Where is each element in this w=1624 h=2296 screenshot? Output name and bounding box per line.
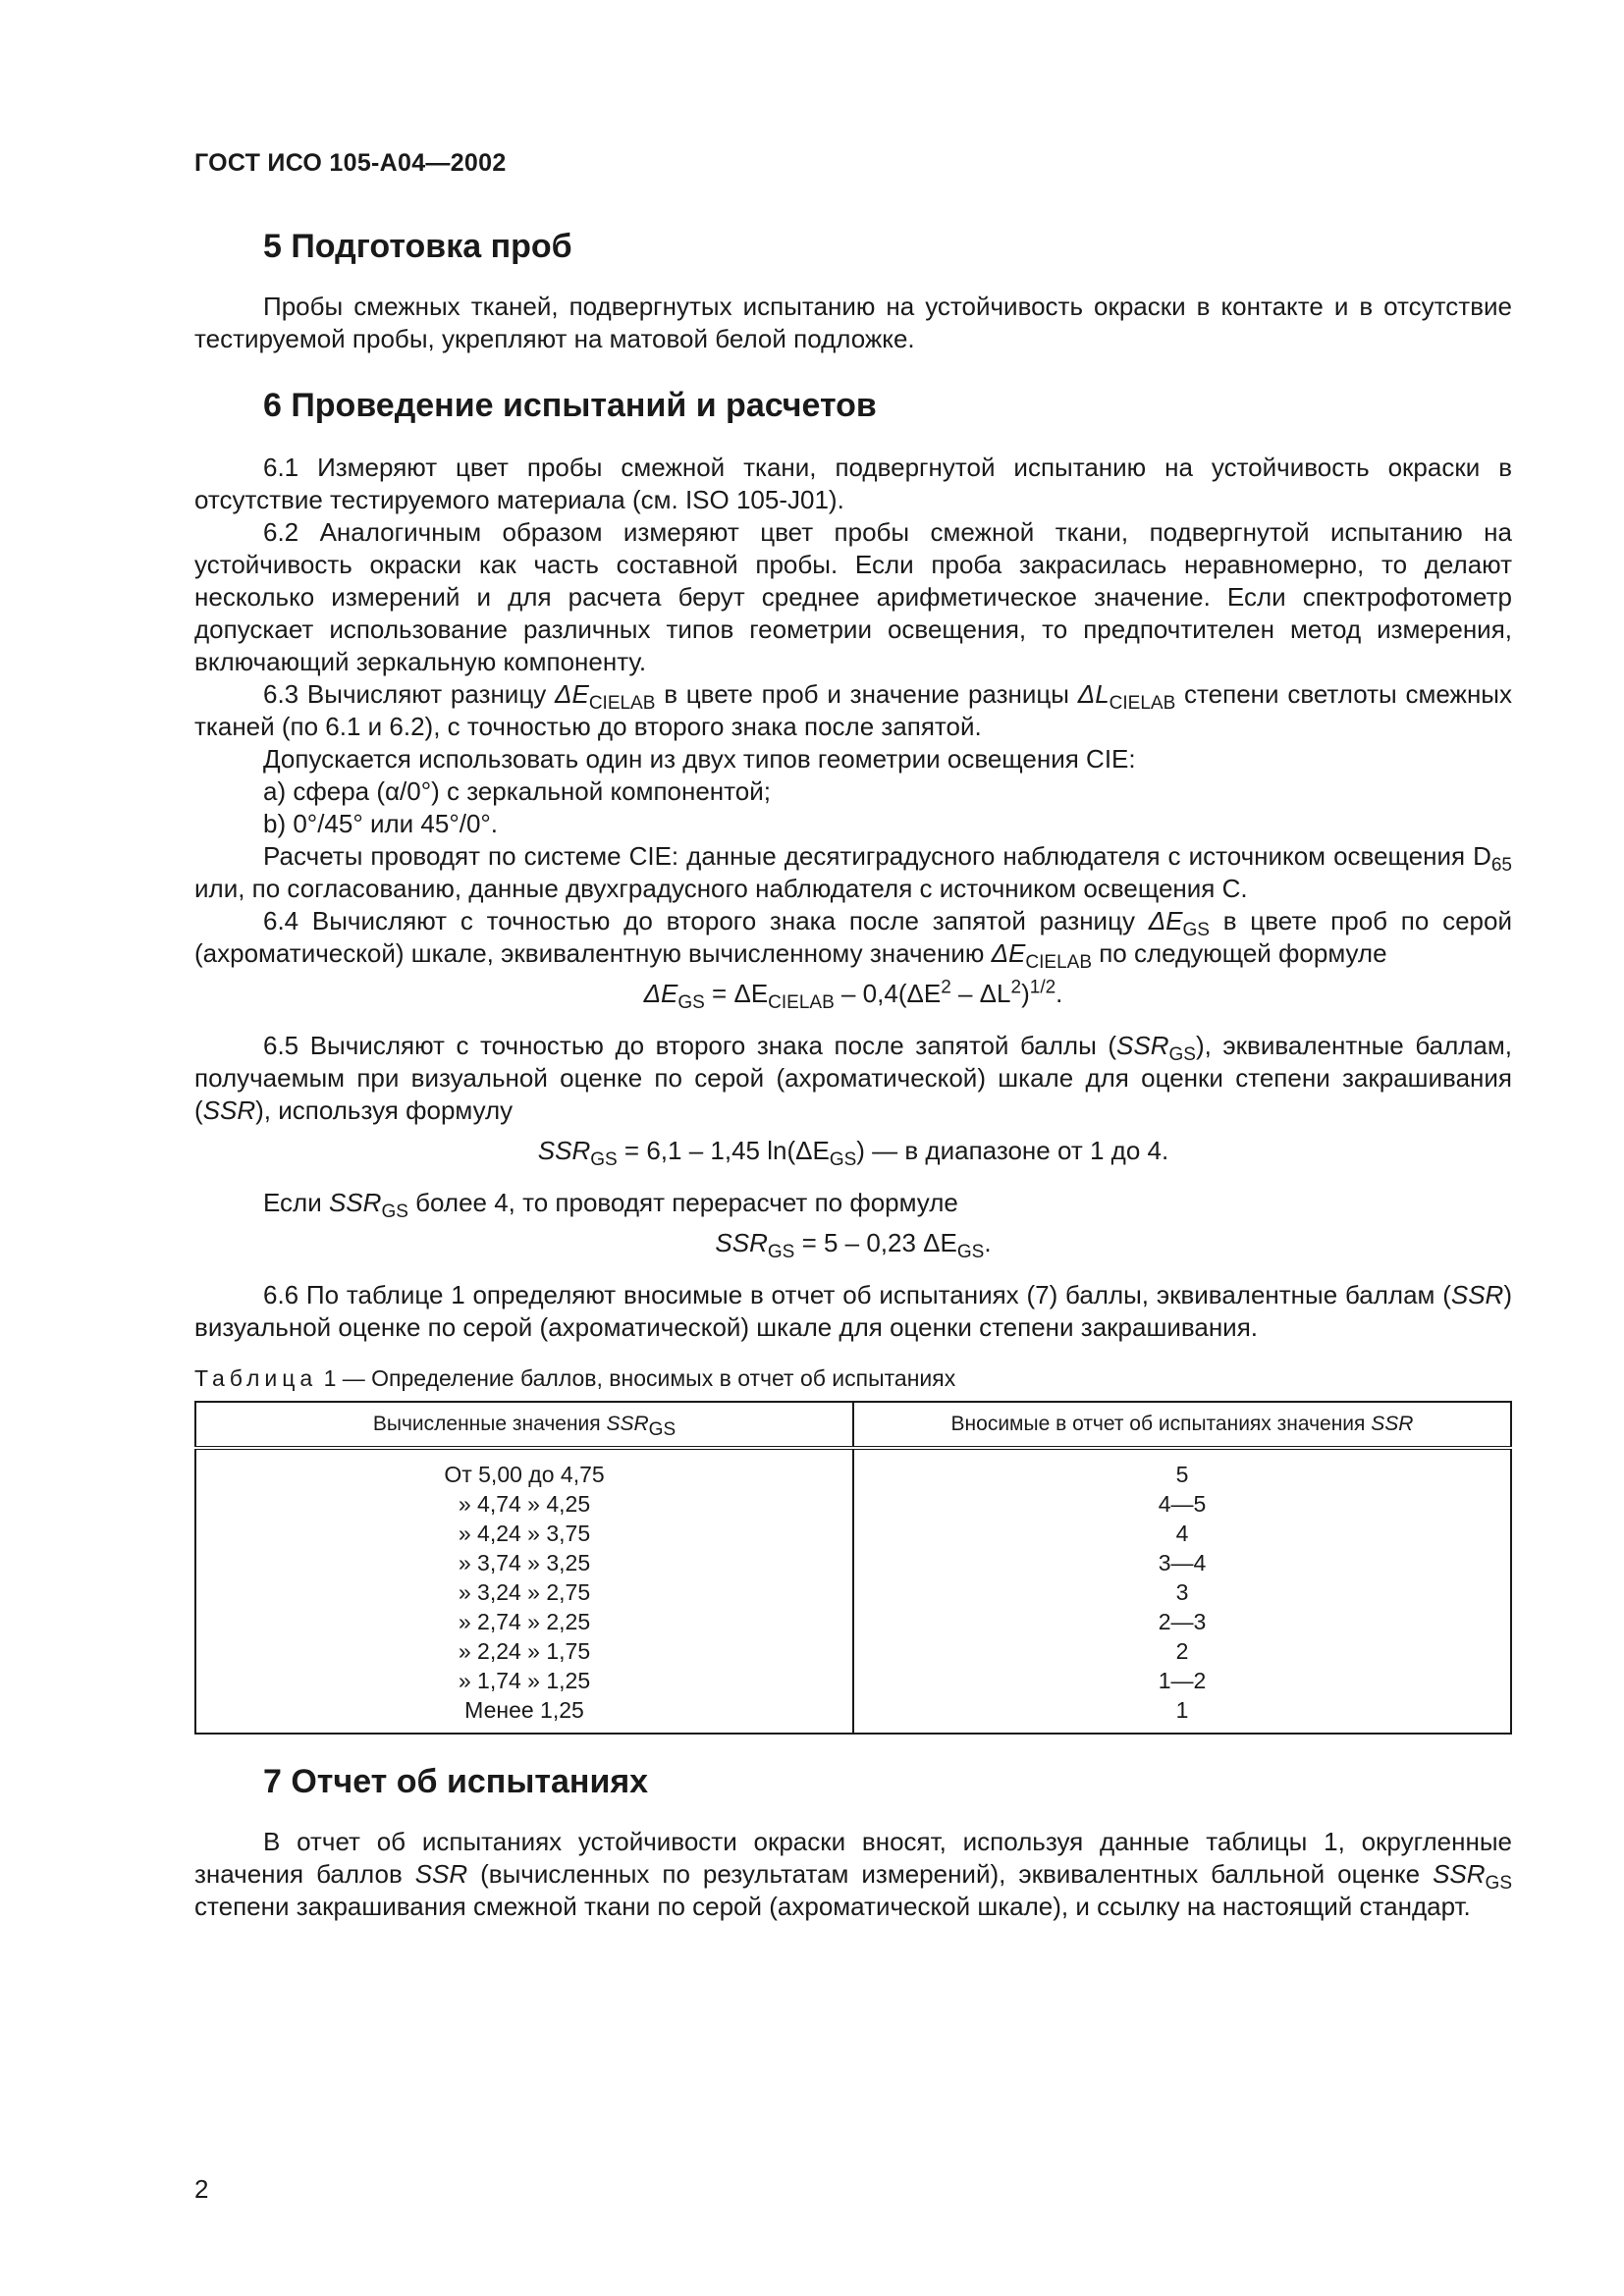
subscript: GS	[956, 1242, 985, 1263]
formula-fragment: .	[984, 1228, 992, 1257]
subscript: CIELAB	[768, 992, 835, 1014]
column-header-reported	[853, 1402, 1511, 1448]
calculated-values-cell	[195, 1448, 853, 1734]
allowed-geometry-text: Допускается использовать один из двух типов геометрии освещения CIE:	[263, 744, 1136, 774]
header-text: Вносимые в отчет об испытаниях значения	[950, 1413, 1372, 1435]
header-text: Вычисленные значения	[372, 1413, 607, 1435]
formula-fragment: – 0,4(ΔE	[834, 979, 942, 1008]
formula-symbol: SSR	[715, 1228, 768, 1257]
superscript: 1/2	[1029, 977, 1056, 998]
formula-ssr-gs	[194, 1135, 1512, 1171]
section-5-title: 5 Подготовка проб	[263, 228, 572, 265]
subscript: GS	[1485, 1873, 1512, 1895]
text-fragment: Расчеты проводят по системе CIE: данные десятиградусного наблюдателя с источником освещения D	[263, 841, 1491, 871]
formula-fragment: – ΔL	[950, 979, 1011, 1008]
caption-label: Таблица	[194, 1365, 318, 1391]
table-header-row	[195, 1402, 1511, 1448]
value-cell: 2—3	[1158, 1609, 1207, 1634]
page-content	[194, 224, 1512, 1923]
table-caption	[194, 1363, 1512, 1393]
value-cell: 3	[1175, 1579, 1189, 1605]
text-fragment: ) визуальной оценке по серой (ахроматической) шкале для оценки степени закрашивания.	[194, 1280, 1512, 1342]
paragraph-6-4	[194, 905, 1512, 974]
symbol-ssr: SSR	[606, 1413, 649, 1435]
symbol-ssr: SSR	[1371, 1413, 1414, 1435]
text-fragment: ), эквивалентные баллам, получаемым при визуальной оценке по серой (ахроматической) шкале для оценки степени закрашивания (	[194, 1031, 1512, 1125]
text-fragment: степени закрашивания смежной ткани по серой (ахроматической шкале), и ссылку на настоящий стандарт.	[194, 1892, 1471, 1921]
text-fragment: 6.6 По таблице 1 определяют вносимые в отчет об испытаниях (7) баллы, эквивалентные баллам (	[263, 1280, 1451, 1309]
symbol-ssr: SSR	[202, 1095, 256, 1125]
subscript: CIELAB	[1109, 693, 1176, 715]
value-cell: 2	[1175, 1638, 1189, 1664]
text-fragment: по следующей формуле	[1092, 938, 1387, 968]
text-fragment: (вычисленных по результатам измерений), эквивалентных балльной оценке	[467, 1859, 1434, 1889]
value-cell: 1	[1175, 1697, 1189, 1723]
symbol-delta-e: ΔE	[991, 938, 1026, 968]
subscript: 65	[1490, 855, 1512, 877]
paragraph-6-3	[194, 678, 1512, 743]
formula-symbol: ΔE	[643, 979, 678, 1008]
formula-fragment: ) — в диапазоне от 1 до 4.	[856, 1136, 1169, 1165]
range-cell: Менее 1,25	[464, 1697, 584, 1723]
section-7-text	[194, 1826, 1512, 1923]
range-cell: » 4,24 » 3,75	[458, 1521, 591, 1546]
value-cell: 3—4	[1158, 1550, 1207, 1575]
calculation-system-text	[194, 840, 1512, 905]
range-cell: » 2,24 » 1,75	[458, 1638, 591, 1664]
superscript: 2	[941, 977, 951, 998]
text-fragment: В отчет об испытаниях устойчивости окраски вносят, используя данные таблицы 1, округленные значения баллов	[194, 1827, 1512, 1889]
text-fragment: более 4, то проводят перерасчет по формуле	[407, 1188, 958, 1217]
subscript: GS	[767, 1242, 795, 1263]
ssr-table	[194, 1401, 1512, 1735]
text-fragment: ), используя формулу	[255, 1095, 514, 1125]
value-cell: 1—2	[1158, 1668, 1207, 1693]
reported-values-cell	[853, 1448, 1511, 1734]
subscript: GS	[829, 1149, 857, 1171]
subscript: GS	[1168, 1044, 1196, 1066]
text-fragment: 6.3 Вычисляют разницу	[263, 679, 556, 709]
superscript: 2	[1010, 977, 1022, 998]
paragraph-6-6	[194, 1279, 1512, 1344]
subscript: GS	[590, 1149, 618, 1171]
formula-fragment: = 6,1 – 1,45 ln(ΔE	[617, 1136, 830, 1165]
subscript: CIELAB	[588, 693, 656, 715]
text-fragment: 6.4 Вычисляют с точностью до второго знака после запятой разницу	[263, 906, 1149, 935]
value-cell: 4	[1175, 1521, 1189, 1546]
paragraph-6-5	[194, 1030, 1512, 1127]
page-number: 2	[194, 2174, 209, 2204]
formula-fragment: .	[1056, 979, 1063, 1008]
formula-fragment: )	[1021, 979, 1030, 1008]
symbol-ssr: SSR	[414, 1859, 468, 1889]
symbol-delta-l: ΔL	[1077, 679, 1110, 709]
symbol-ssr: SSR	[328, 1188, 382, 1217]
recalculation-condition	[194, 1187, 1512, 1223]
subscript: GS	[648, 1419, 677, 1441]
section-7-title: 7 Отчет об испытаниях	[263, 1763, 649, 1800]
range-cell: » 3,74 » 3,25	[458, 1550, 591, 1575]
table-body-row	[195, 1448, 1511, 1734]
value-cell: 4—5	[1158, 1491, 1207, 1517]
value-cell: 5	[1175, 1462, 1189, 1487]
column-header-calculated	[195, 1402, 853, 1448]
symbol-ssr: SSR	[1116, 1031, 1169, 1060]
list-item-b: b) 0°/45° или 45°/0°.	[263, 809, 499, 838]
symbol-ssr: SSR	[1450, 1280, 1504, 1309]
text-fragment: в цвете проб и значение разницы	[655, 679, 1078, 709]
range-cell: » 2,74 » 2,25	[458, 1609, 591, 1634]
formula-delta-e-gs	[194, 977, 1512, 1014]
paragraph-6-2: 6.2 Аналогичным образом измеряют цвет пробы смежной ткани, подвергнутой испытанию на устойчивость окраски как часть составной пробы. Если проба закрасилась неравномерно, то делают несколько измерений и для расчета берут среднее арифметическое значение. Если спектрофотометр допускает использование различных типов геометрии освещения, то предпочтителен метод измерения, включающий зеркальную компоненту.	[194, 517, 1512, 676]
document-code: ГОСТ ИСО 105-А04—2002	[194, 149, 507, 177]
formula-ssr-recalc	[194, 1227, 1512, 1263]
subscript: CIELAB	[1025, 952, 1092, 974]
text-fragment: Если	[263, 1188, 329, 1217]
symbol-delta-e: ΔE	[1148, 906, 1183, 935]
range-cell: От 5,00 до 4,75	[444, 1462, 605, 1487]
symbol-delta-e: ΔE	[555, 679, 589, 709]
section-6-title: 6 Проведение испытаний и расчетов	[263, 387, 877, 424]
symbol-ssr: SSR	[1433, 1859, 1486, 1889]
subscript: GS	[1182, 920, 1210, 941]
paragraph-6-1: 6.1 Измеряют цвет пробы смежной ткани, подвергнутой испытанию на устойчивость окраски в отсутствие тестируемого материала (см. ISO 105-J01).	[194, 453, 1512, 514]
formula-fragment: = 5 – 0,23 ΔE	[794, 1228, 957, 1257]
formula-symbol: SSR	[537, 1136, 591, 1165]
range-list	[196, 1460, 852, 1725]
range-cell: » 4,74 » 4,25	[458, 1491, 591, 1517]
text-fragment: в цвете проб по серой (ахроматической) шкале, эквивалентную вычисленному значению	[194, 906, 1512, 968]
range-cell: » 3,24 » 2,75	[458, 1579, 591, 1605]
section-5-text: Пробы смежных тканей, подвергнутых испытанию на устойчивость окраски в контакте и в отсутствие тестируемой пробы, укрепляют на матовой белой подложке.	[194, 292, 1512, 353]
caption-text: 1 — Определение баллов, вносимых в отчет об испытаниях	[317, 1365, 956, 1391]
formula-fragment: = ΔE	[704, 979, 769, 1008]
text-fragment: 6.5 Вычисляют с точностью до второго знака после запятой баллы (	[263, 1031, 1117, 1060]
range-cell: » 1,74 » 1,25	[458, 1668, 591, 1693]
value-list	[854, 1460, 1510, 1725]
text-fragment: или, по согласованию, данные двухградусного наблюдателя с источником освещения C.	[194, 874, 1248, 903]
subscript: GS	[381, 1201, 408, 1223]
subscript: GS	[677, 992, 705, 1014]
text-fragment: степени светлоты смежных тканей (по 6.1 и 6.2), с точностью до второго знака после запятой.	[194, 679, 1512, 741]
list-item-a: a) сфера (α/0°) с зеркальной компонентой;	[263, 776, 771, 806]
